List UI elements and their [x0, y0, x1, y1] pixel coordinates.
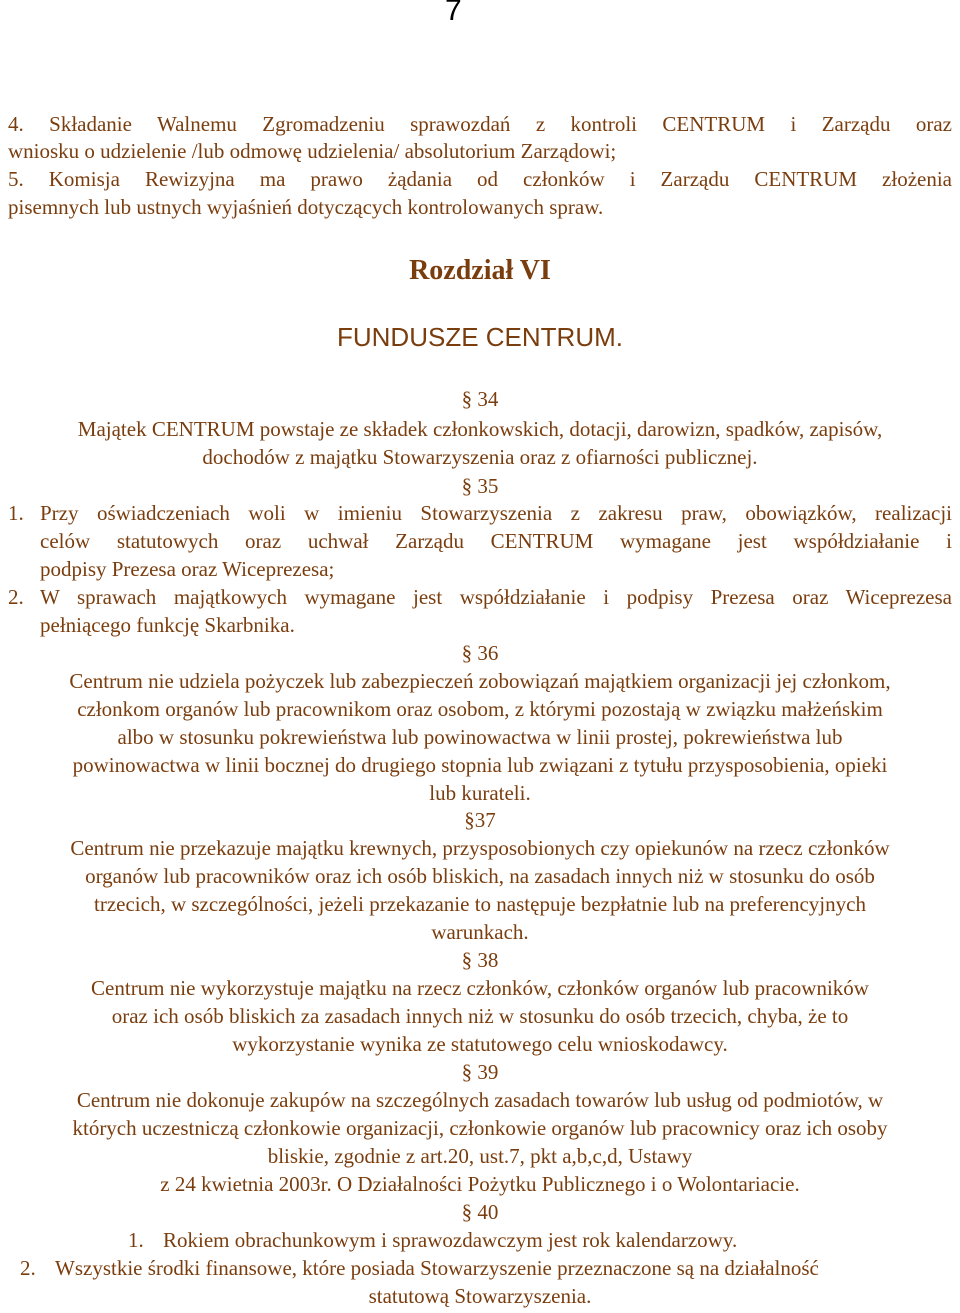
- section-40-item-2-cont: statutową Stowarzyszenia.: [368, 1284, 592, 1308]
- section-40-item-1-num: 1.: [128, 1228, 144, 1252]
- top-line-3: 5. Komisja Rewizyjna ma prawo żądania od członków i Zarządu CENTRUM złożenia: [8, 167, 952, 191]
- section-35-item-1-line-3: podpisy Prezesa oraz Wiceprezesa;: [40, 557, 335, 581]
- section-36-line-4: powinowactwa w linii bocznej do drugiego stopnia lub związani z tytułu przysposobienia, opieki: [72, 753, 888, 777]
- section-35-mark: § 35: [461, 474, 499, 498]
- section-39-line-3: bliskie, zgodnie z art.20, ust.7, pkt a,b,c,d, Ustawy: [267, 1144, 693, 1168]
- section-37-line-4: warunkach.: [431, 920, 529, 944]
- section-36-line-3: albo w stosunku pokrewieństwa lub powinowactwa w linii prostej, pokrewieństwa lub: [117, 725, 843, 749]
- top-line-4: pisemnych lub ustnych wyjaśnień dotyczących kontrolowanych spraw.: [8, 195, 604, 219]
- section-40-item-2-num: 2.: [20, 1256, 36, 1280]
- section-36-mark: § 36: [461, 641, 499, 665]
- section-35-item-1-line-2: celów statutowych oraz uchwał Zarządu CENTRUM wymagane jest współdziałanie i: [40, 529, 952, 553]
- page-number: 7: [445, 0, 462, 27]
- section-34-line-1: Majątek CENTRUM powstaje ze składek członkowskich, dotacji, darowizn, spadków, zapisów,: [77, 417, 883, 441]
- section-39-line-4: z 24 kwietnia 2003r. O Działalności Pożytku Publicznego i o Wolontariacie.: [160, 1172, 800, 1196]
- chapter-title: FUNDUSZE CENTRUM.: [337, 322, 623, 352]
- section-38-line-3: wykorzystanie wynika ze statutowego celu wnioskodawcy.: [232, 1032, 728, 1056]
- section-40-item-1-text: Rokiem obrachunkowym i sprawozdawczym jest rok kalendarzowy.: [163, 1228, 738, 1252]
- section-35-item-2-num: 2.: [8, 585, 24, 609]
- section-38-line-1: Centrum nie wykorzystuje majątku na rzecz członków, członków organów lub pracowników: [91, 976, 869, 1000]
- section-40-mark: § 40: [461, 1200, 499, 1224]
- section-35-item-1-line-1: Przy oświadczeniach woli w imieniu Stowarzyszenia z zakresu praw, obowiązków, realizacji: [40, 501, 952, 525]
- top-line-1: 4. Składanie Walnemu Zgromadzeniu sprawozdań z kontroli CENTRUM i Zarządu oraz: [8, 112, 952, 136]
- section-36-line-2: członkom organów lub pracownikom oraz osobom, z którymi pozostają w związku małżeńskim: [77, 697, 883, 721]
- section-35-item-2-line-1: W sprawach majątkowych wymagane jest współdziałanie i podpisy Prezesa oraz Wiceprezesa: [40, 585, 952, 609]
- section-37-line-3: trzecich, w szczególności, jeżeli przekazanie to następuje bezpłatnie lub na preferencyjnych: [94, 892, 866, 916]
- top-line-2: wniosku o udzielenie /lub odmowę udzielenia/ absolutorium Zarządowi;: [8, 139, 617, 163]
- section-34-mark: § 34: [461, 387, 499, 411]
- section-34-line-2: dochodów z majątku Stowarzyszenia oraz z ofiarności publicznej.: [202, 445, 758, 469]
- section-35-item-2-line-2: pełniącego funkcję Skarbnika.: [40, 613, 295, 637]
- section-38-mark: § 38: [461, 948, 499, 972]
- section-36-line-1: Centrum nie udziela pożyczek lub zabezpieczeń zobowiązań majątkiem organizacji jej członkom,: [69, 669, 891, 693]
- section-40-item-2-text: Wszystkie środki finansowe, które posiada Stowarzyszenie przeznaczone są na działalność: [55, 1256, 819, 1280]
- section-37-line-2: organów lub pracowników oraz ich osób bliskich, na zasadach innych niż w stosunku do osób: [85, 864, 875, 888]
- section-39-line-2: których uczestniczą członkowie organizacji, członkowie organów lub pracownicy oraz ich osoby: [72, 1116, 888, 1140]
- chapter-heading: Rozdział VI: [409, 255, 551, 286]
- section-37-line-1: Centrum nie przekazuje majątku krewnych, przysposobionych czy opiekunów na rzecz członków: [70, 836, 890, 860]
- section-39-line-1: Centrum nie dokonuje zakupów na szczególnych zasadach towarów lub usług od podmiotów, w: [76, 1088, 884, 1112]
- section-36-line-5: lub kurateli.: [429, 781, 531, 805]
- section-37-mark: §37: [464, 808, 496, 832]
- section-35-item-1-num: 1.: [8, 501, 24, 525]
- section-39-mark: § 39: [461, 1060, 499, 1084]
- section-38-line-2: oraz ich osób bliskich za zasadach innych niż w stosunku do osób trzecich, chyba, że to: [111, 1004, 849, 1028]
